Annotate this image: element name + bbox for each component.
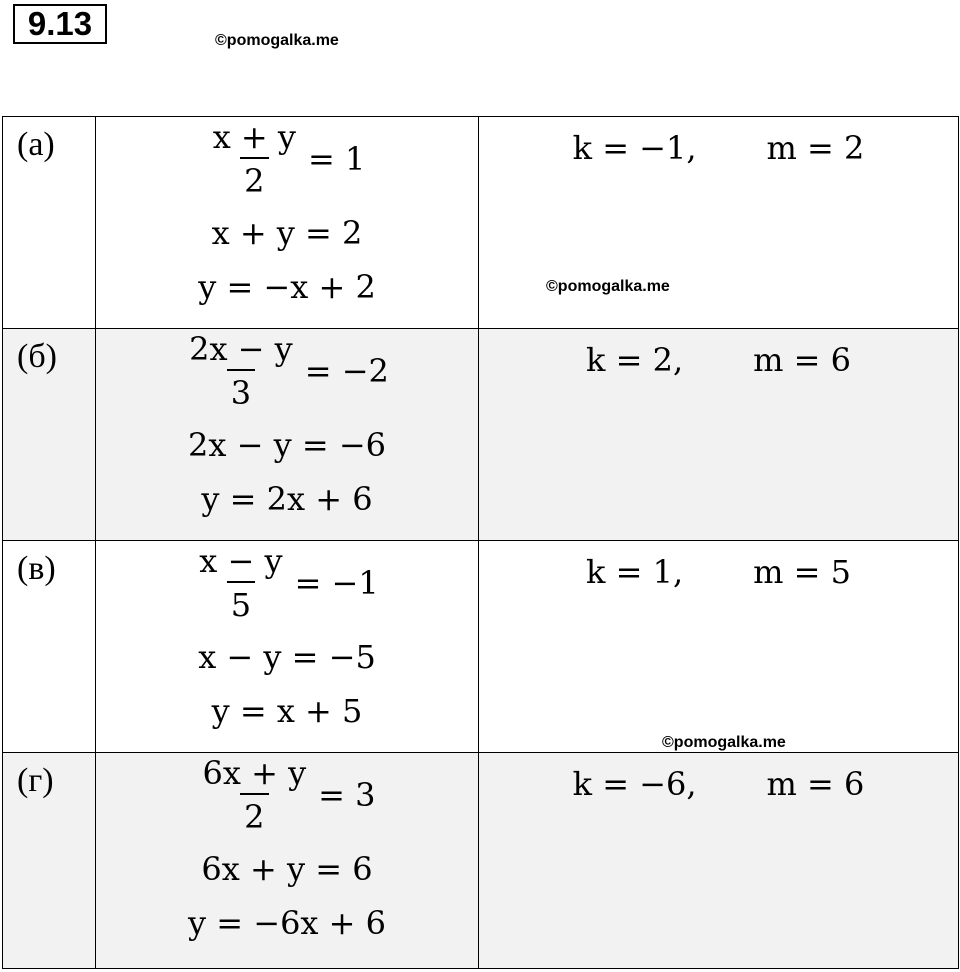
work-cell bbox=[96, 753, 479, 969]
equation-line-3: y = −x + 2 bbox=[198, 268, 376, 306]
watermark: ©pomogalka.me bbox=[215, 32, 339, 49]
answer-cell bbox=[479, 329, 959, 541]
equation-line-2: x − y = −5 bbox=[198, 638, 376, 676]
fraction-denominator: 5 bbox=[227, 581, 255, 621]
answer-cell bbox=[479, 541, 959, 753]
solutions-table bbox=[2, 116, 959, 969]
equation-line-3: y = x + 5 bbox=[211, 692, 363, 730]
answer-k: k = 2, bbox=[586, 341, 684, 379]
table-row bbox=[3, 541, 959, 753]
equation-line-2: 2x − y = −6 bbox=[188, 426, 386, 464]
row-label: (в) bbox=[17, 550, 56, 587]
fraction-numerator: x − y bbox=[199, 542, 283, 580]
fraction-denominator: 2 bbox=[240, 157, 268, 197]
fraction-denominator: 3 bbox=[227, 369, 255, 409]
answer-k: k = −6, bbox=[572, 765, 697, 803]
fraction-rhs: = 1 bbox=[307, 140, 366, 178]
answer-k: k = 1, bbox=[586, 553, 684, 591]
watermark: ©pomogalka.me bbox=[662, 734, 786, 751]
table-row bbox=[3, 329, 959, 541]
row-label-cell bbox=[3, 541, 96, 753]
fraction-rhs: = 3 bbox=[318, 776, 376, 814]
answer-m: m = 2 bbox=[766, 129, 865, 167]
answer-k: k = −1, bbox=[572, 129, 697, 167]
fraction-equation bbox=[209, 118, 366, 200]
row-label: (г) bbox=[17, 762, 54, 799]
row-label-cell bbox=[3, 753, 96, 969]
answer-cell bbox=[479, 753, 959, 969]
answer-m: m = 5 bbox=[753, 553, 851, 591]
fraction-rhs: = −2 bbox=[304, 352, 389, 390]
answer-m: m = 6 bbox=[766, 765, 865, 803]
fraction-equation bbox=[199, 754, 376, 836]
table-row bbox=[3, 753, 959, 969]
fraction-equation bbox=[195, 542, 379, 624]
work-cell bbox=[96, 541, 479, 753]
fraction-numerator: 6x + y bbox=[202, 754, 307, 792]
fraction-numerator: x + y bbox=[212, 118, 296, 156]
watermark: ©pomogalka.me bbox=[546, 278, 670, 295]
fraction-numerator: 2x − y bbox=[189, 330, 293, 368]
table-row bbox=[3, 117, 959, 329]
equation-line-3: y = −6x + 6 bbox=[188, 904, 386, 942]
answer-cell bbox=[479, 117, 959, 329]
row-label: (б) bbox=[17, 338, 57, 375]
work-cell bbox=[96, 117, 479, 329]
equation-line-2: x + y = 2 bbox=[211, 214, 363, 252]
fraction-equation bbox=[185, 330, 389, 412]
answer-m: m = 6 bbox=[753, 341, 851, 379]
equation-line-3: y = 2x + 6 bbox=[201, 480, 373, 518]
row-label-cell bbox=[3, 329, 96, 541]
fraction-rhs: = −1 bbox=[294, 564, 379, 602]
problem-number: 9.13 bbox=[13, 4, 107, 44]
row-label-cell bbox=[3, 117, 96, 329]
work-cell bbox=[96, 329, 479, 541]
equation-line-2: 6x + y = 6 bbox=[201, 850, 373, 888]
row-label: (а) bbox=[17, 126, 55, 163]
fraction-denominator: 2 bbox=[240, 793, 268, 833]
